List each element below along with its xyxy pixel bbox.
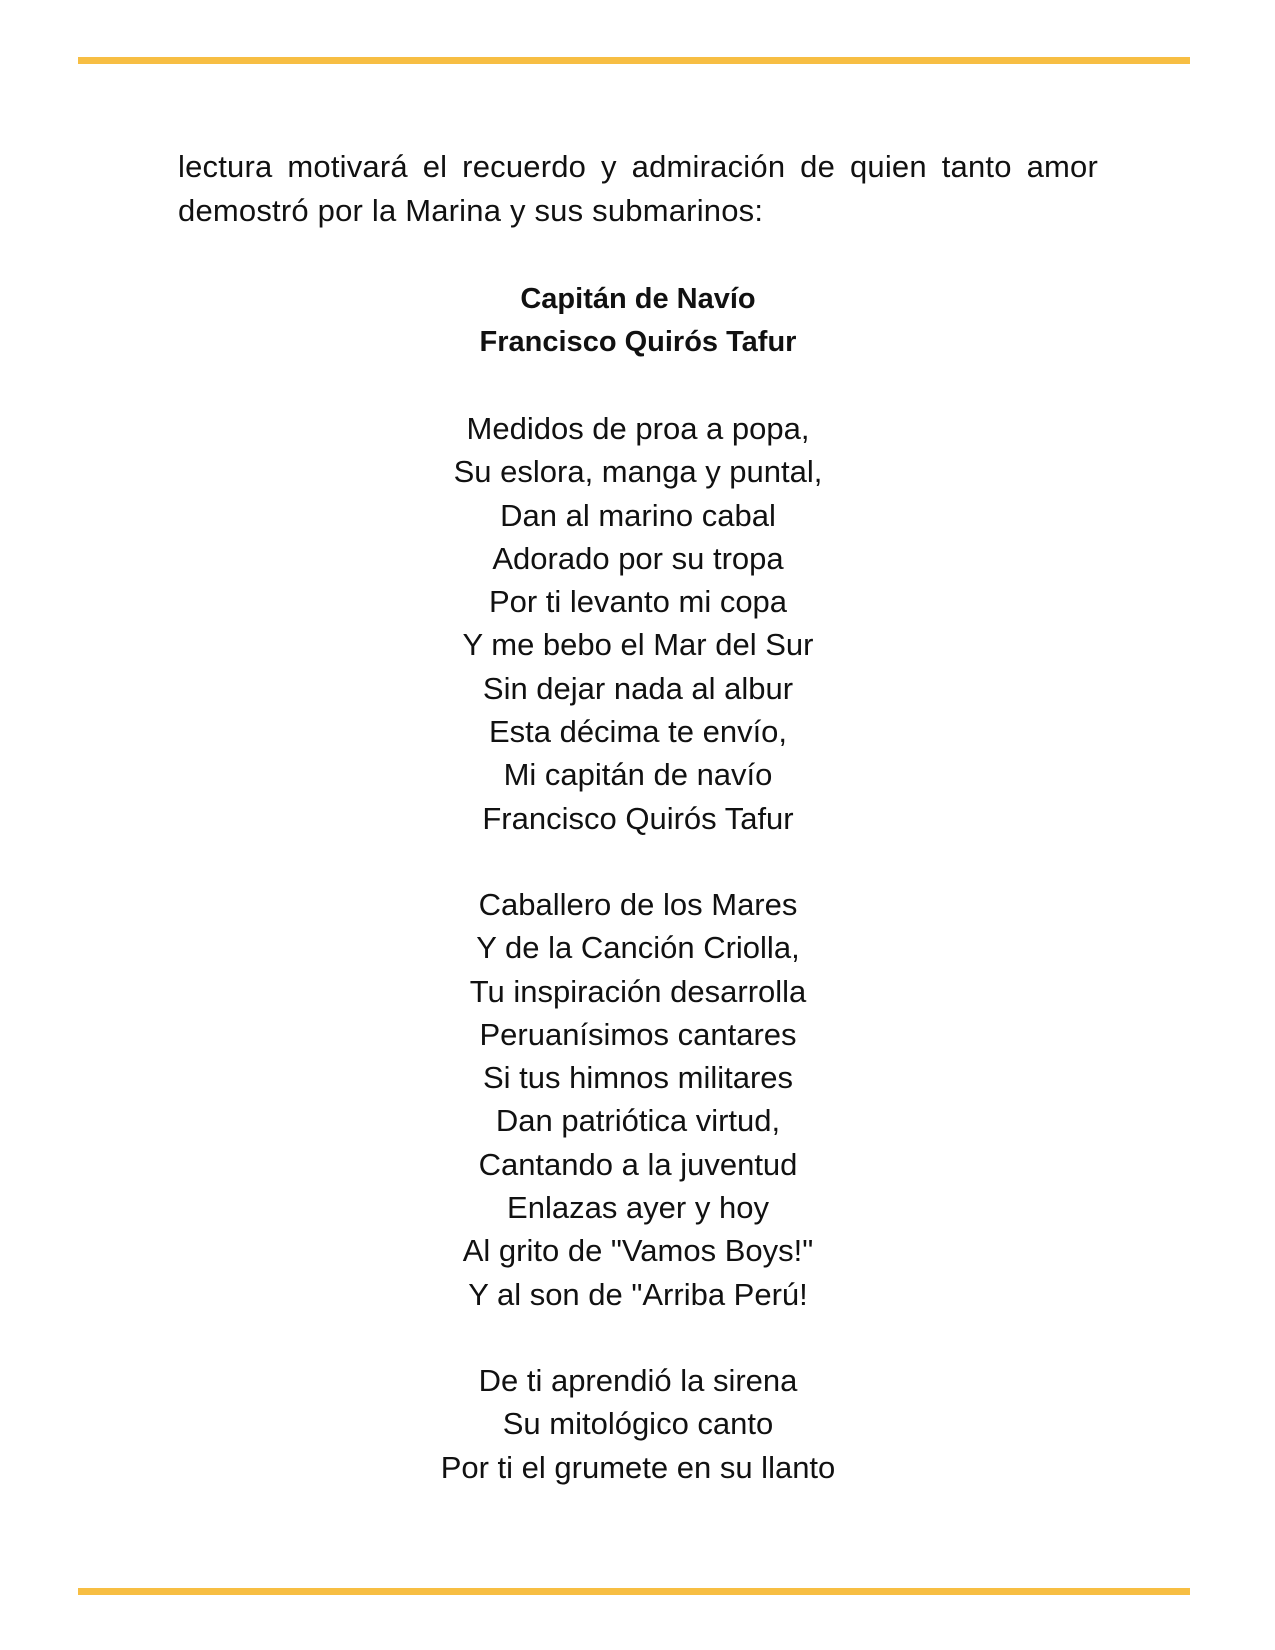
top-divider [78, 57, 1190, 64]
poem [178, 278, 1098, 1489]
verse-line: Adorado por su tropa [492, 540, 784, 576]
verse-line: De ti aprendió la sirena [478, 1362, 798, 1398]
stanza [178, 1359, 1098, 1489]
verse-line: Si tus himnos militares [482, 1060, 794, 1096]
verse-line: Su mitológico canto [502, 1406, 774, 1442]
verse-line: Sin dejar nada al albur [482, 670, 794, 706]
verse-line: Caballero de los Mares [478, 886, 798, 922]
verse-line: Mi capitán de navío [503, 757, 773, 793]
verse-line: Su eslora, manga y puntal, [453, 454, 823, 490]
verse-line: Por ti el grumete en su llanto [440, 1449, 836, 1485]
stanza [178, 883, 1098, 1316]
verse-line: Al grito de "Vamos Boys!" [462, 1233, 814, 1269]
poem-title-name: Francisco Quirós Tafur [479, 326, 797, 358]
verse-line: Dan patriótica virtud, [495, 1103, 781, 1139]
verse-line: Y de la Canción Criolla, [476, 930, 800, 966]
bottom-divider [78, 1588, 1190, 1595]
verse-line: Francisco Quirós Tafur [482, 800, 794, 836]
verse-line: Dan al marino cabal [500, 497, 776, 533]
intro-line: demostró por la Marina y sus submarinos: [178, 193, 764, 228]
verse-line: Cantando a la juventud [478, 1146, 798, 1182]
poem-title-rank: Capitán de Navío [520, 283, 756, 315]
verse-line: Y al son de "Arriba Perú! [468, 1276, 808, 1312]
stanza [178, 407, 1098, 840]
verse-line: Y me bebo el Mar del Sur [462, 627, 814, 663]
verse-line: Tu inspiración desarrolla [469, 973, 807, 1009]
intro-paragraph [178, 145, 1098, 233]
verse-line: Por ti levanto mi copa [488, 584, 788, 620]
verse-line: Enlazas ayer y hoy [507, 1190, 769, 1226]
intro-line: lectura motivará el recuerdo y admiración de quien tanto amor [178, 149, 1098, 184]
verse-line: Esta décima te envío, [488, 714, 788, 750]
verse-line: Medidos de proa a popa, [466, 411, 810, 446]
poem-title [178, 278, 1098, 364]
verse-line: Peruanísimos cantares [479, 1016, 797, 1052]
